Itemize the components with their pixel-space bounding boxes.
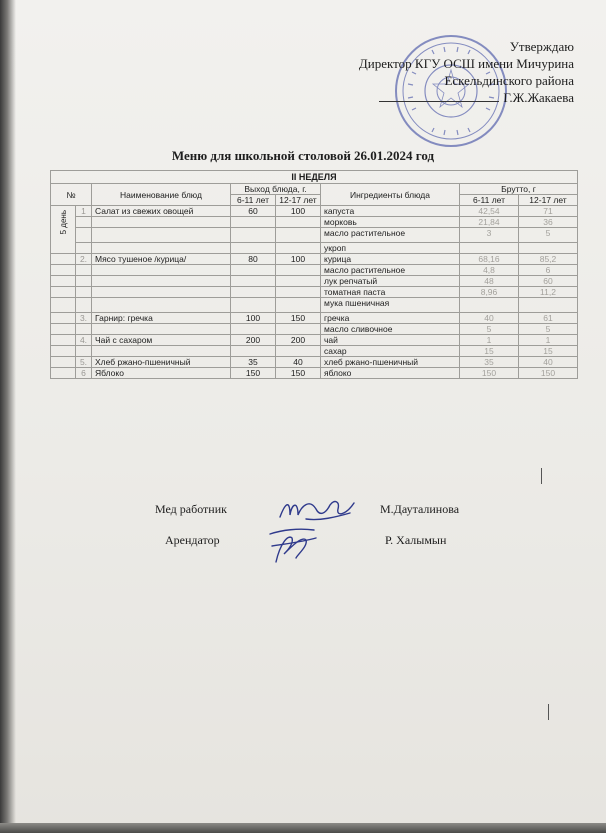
day-cell-empty xyxy=(51,313,76,324)
dish-name-cell xyxy=(92,298,231,313)
document-title: Меню для школьной столовой 26.01.2024 год xyxy=(171,148,435,163)
output-age1-cell xyxy=(231,276,276,287)
approval-district: Ескельдинского района xyxy=(444,73,574,88)
table-row xyxy=(51,287,578,298)
output-age1-cell xyxy=(231,265,276,276)
dish-name-cell: Гарнир: гречка xyxy=(92,313,231,324)
day-cell-empty xyxy=(51,335,76,346)
output-age2-cell xyxy=(276,217,321,228)
output-age2-cell xyxy=(276,346,321,357)
table-row xyxy=(51,217,578,228)
col-output-age1: 6-11 лет xyxy=(231,195,276,206)
director-name: Г.Ж.Жакаева xyxy=(503,90,574,105)
dish-name-cell xyxy=(92,265,231,276)
col-output-age2: 12-17 лет xyxy=(276,195,321,206)
gross-age1-cell xyxy=(460,243,519,254)
output-age2-cell xyxy=(276,324,321,335)
approval-block xyxy=(359,38,574,106)
dish-name-cell: Мясо тушеное /курица/ xyxy=(92,254,231,265)
menu-table xyxy=(50,170,578,379)
gross-age2-cell: 11,2 xyxy=(519,287,578,298)
gross-age2-cell xyxy=(519,243,578,254)
output-age2-cell: 100 xyxy=(276,206,321,217)
table-row xyxy=(51,335,578,346)
ingredient-cell: масло растительное xyxy=(321,228,460,243)
ingredient-cell: капуста xyxy=(321,206,460,217)
approval-position: Директор КГУ ОСШ имени Мичурина xyxy=(358,56,574,71)
col-gross-age2: 12-17 лет xyxy=(519,195,578,206)
ingredient-cell: мука пшеничная xyxy=(321,298,460,313)
output-age1-cell: 80 xyxy=(231,254,276,265)
output-age1-cell xyxy=(231,243,276,254)
page-bottom-edge xyxy=(0,823,606,833)
output-age2-cell xyxy=(276,265,321,276)
gross-age2-cell: 5 xyxy=(519,324,578,335)
ingredient-cell: лук репчатый xyxy=(321,276,460,287)
gross-age2-cell: 60 xyxy=(519,276,578,287)
renter-label: Арендатор xyxy=(165,533,220,547)
output-age1-cell xyxy=(231,287,276,298)
col-gross-age1: 6-11 лет xyxy=(460,195,519,206)
dish-name-cell xyxy=(92,243,231,254)
gross-age1-cell: 48 xyxy=(460,276,519,287)
output-age1-cell xyxy=(231,228,276,243)
gross-age1-cell: 4,8 xyxy=(460,265,519,276)
day-cell-empty xyxy=(51,276,76,287)
output-age2-cell xyxy=(276,276,321,287)
col-num-header: № xyxy=(51,184,92,206)
approval-heading: Утверждаю xyxy=(509,39,574,54)
output-age2-cell: 100 xyxy=(276,254,321,265)
num-cell: 1 xyxy=(76,206,92,217)
renter-signature xyxy=(262,524,320,568)
gross-age2-cell: 71 xyxy=(519,206,578,217)
table-row xyxy=(51,313,578,324)
renter-name: Р. Халымын xyxy=(385,533,447,547)
gross-age1-cell: 3 xyxy=(460,228,519,243)
approval-director-name xyxy=(359,89,574,106)
ingredient-cell: чай xyxy=(321,335,460,346)
table-row xyxy=(51,346,578,357)
num-cell: 3. xyxy=(76,313,92,324)
ingredient-cell: масло растительное xyxy=(321,265,460,276)
num-cell xyxy=(76,287,92,298)
output-age1-cell: 35 xyxy=(231,357,276,368)
dish-name-cell xyxy=(92,228,231,243)
week-header: II НЕДЕЛЯ xyxy=(51,171,578,184)
output-age1-cell xyxy=(231,217,276,228)
pen-mark xyxy=(541,468,542,484)
dish-name-cell xyxy=(92,217,231,228)
num-cell xyxy=(76,276,92,287)
table-row xyxy=(51,254,578,265)
num-cell: 5. xyxy=(76,357,92,368)
table-row xyxy=(51,228,578,243)
dish-name-cell: Яблоко xyxy=(92,368,231,379)
output-age2-cell xyxy=(276,298,321,313)
output-age1-cell xyxy=(231,298,276,313)
med-worker-label: Мед работник xyxy=(155,502,227,516)
med-worker-signature xyxy=(276,495,358,525)
num-cell xyxy=(76,346,92,357)
gross-age2-cell: 85,2 xyxy=(519,254,578,265)
ingredient-cell: укроп xyxy=(321,243,460,254)
day-cell-empty xyxy=(51,357,76,368)
gross-age1-cell: 1 xyxy=(460,335,519,346)
num-cell: 4. xyxy=(76,335,92,346)
output-age2-cell: 150 xyxy=(276,313,321,324)
table-row xyxy=(51,206,578,217)
table-row xyxy=(51,368,578,379)
output-age2-cell xyxy=(276,228,321,243)
output-age1-cell xyxy=(231,346,276,357)
ingredient-cell: сахар xyxy=(321,346,460,357)
ingredient-cell: томатная паста xyxy=(321,287,460,298)
table-row xyxy=(51,357,578,368)
gross-age2-cell: 150 xyxy=(519,368,578,379)
day-cell-empty xyxy=(51,324,76,335)
table-row xyxy=(51,298,578,313)
output-age1-cell: 200 xyxy=(231,335,276,346)
num-cell xyxy=(76,265,92,276)
gross-age2-cell xyxy=(519,298,578,313)
page-edge-shadow xyxy=(0,0,16,833)
day-label-text: 5 день xyxy=(58,210,68,235)
dish-name-cell: Хлеб ржано-пшеничный xyxy=(92,357,231,368)
pen-mark xyxy=(548,704,549,720)
dish-name-cell: Чай с сахаром xyxy=(92,335,231,346)
output-age1-cell: 150 xyxy=(231,368,276,379)
col-name-header: Наименование блюд xyxy=(92,184,231,206)
med-worker-name: М.Дауталинова xyxy=(380,502,460,516)
day-cell-empty xyxy=(51,368,76,379)
col-output-header: Выход блюда, г. xyxy=(231,184,321,195)
gross-age2-cell: 1 xyxy=(519,335,578,346)
num-cell xyxy=(76,228,92,243)
ingredient-cell: гречка xyxy=(321,313,460,324)
day-cell-empty xyxy=(51,254,76,265)
gross-age1-cell: 68,16 xyxy=(460,254,519,265)
dish-name-cell xyxy=(92,324,231,335)
gross-age1-cell: 21,84 xyxy=(460,217,519,228)
table-row xyxy=(51,324,578,335)
ingredient-cell: масло сливочное xyxy=(321,324,460,335)
num-cell: 2. xyxy=(76,254,92,265)
num-cell xyxy=(76,217,92,228)
gross-age2-cell: 5 xyxy=(519,228,578,243)
day-cell-empty xyxy=(51,346,76,357)
dish-name-cell xyxy=(92,287,231,298)
gross-age1-cell: 8,96 xyxy=(460,287,519,298)
gross-age2-cell: 61 xyxy=(519,313,578,324)
table-row xyxy=(51,276,578,287)
ingredient-cell: курица xyxy=(321,254,460,265)
output-age2-cell xyxy=(276,287,321,298)
num-cell xyxy=(76,324,92,335)
day-label xyxy=(51,206,76,254)
ingredient-cell: хлеб ржано-пшеничный xyxy=(321,357,460,368)
dish-name-cell xyxy=(92,276,231,287)
gross-age1-cell: 150 xyxy=(460,368,519,379)
gross-age1-cell xyxy=(460,298,519,313)
menu-table-body xyxy=(51,206,578,379)
gross-age1-cell: 42,54 xyxy=(460,206,519,217)
day-cell-empty xyxy=(51,298,76,313)
output-age1-cell xyxy=(231,324,276,335)
gross-age2-cell: 40 xyxy=(519,357,578,368)
table-row xyxy=(51,243,578,254)
output-age2-cell: 40 xyxy=(276,357,321,368)
output-age2-cell: 200 xyxy=(276,335,321,346)
gross-age2-cell: 15 xyxy=(519,346,578,357)
table-row xyxy=(51,265,578,276)
output-age2-cell: 150 xyxy=(276,368,321,379)
output-age1-cell: 60 xyxy=(231,206,276,217)
gross-age1-cell: 5 xyxy=(460,324,519,335)
day-cell-empty xyxy=(51,265,76,276)
col-gross-header: Брутто, г xyxy=(460,184,578,195)
col-ingredients-header: Ингредиенты блюда xyxy=(321,184,460,206)
num-cell: 6 xyxy=(76,368,92,379)
num-cell xyxy=(76,298,92,313)
ingredient-cell: морковь xyxy=(321,217,460,228)
gross-age1-cell: 40 xyxy=(460,313,519,324)
gross-age1-cell: 15 xyxy=(460,346,519,357)
signature-line xyxy=(379,101,499,102)
ingredient-cell: яблоко xyxy=(321,368,460,379)
gross-age2-cell: 6 xyxy=(519,265,578,276)
output-age2-cell xyxy=(276,243,321,254)
gross-age2-cell: 36 xyxy=(519,217,578,228)
dish-name-cell: Салат из свежих овощей xyxy=(92,206,231,217)
output-age1-cell: 100 xyxy=(231,313,276,324)
num-cell xyxy=(76,243,92,254)
gross-age1-cell: 35 xyxy=(460,357,519,368)
dish-name-cell xyxy=(92,346,231,357)
day-cell-empty xyxy=(51,287,76,298)
